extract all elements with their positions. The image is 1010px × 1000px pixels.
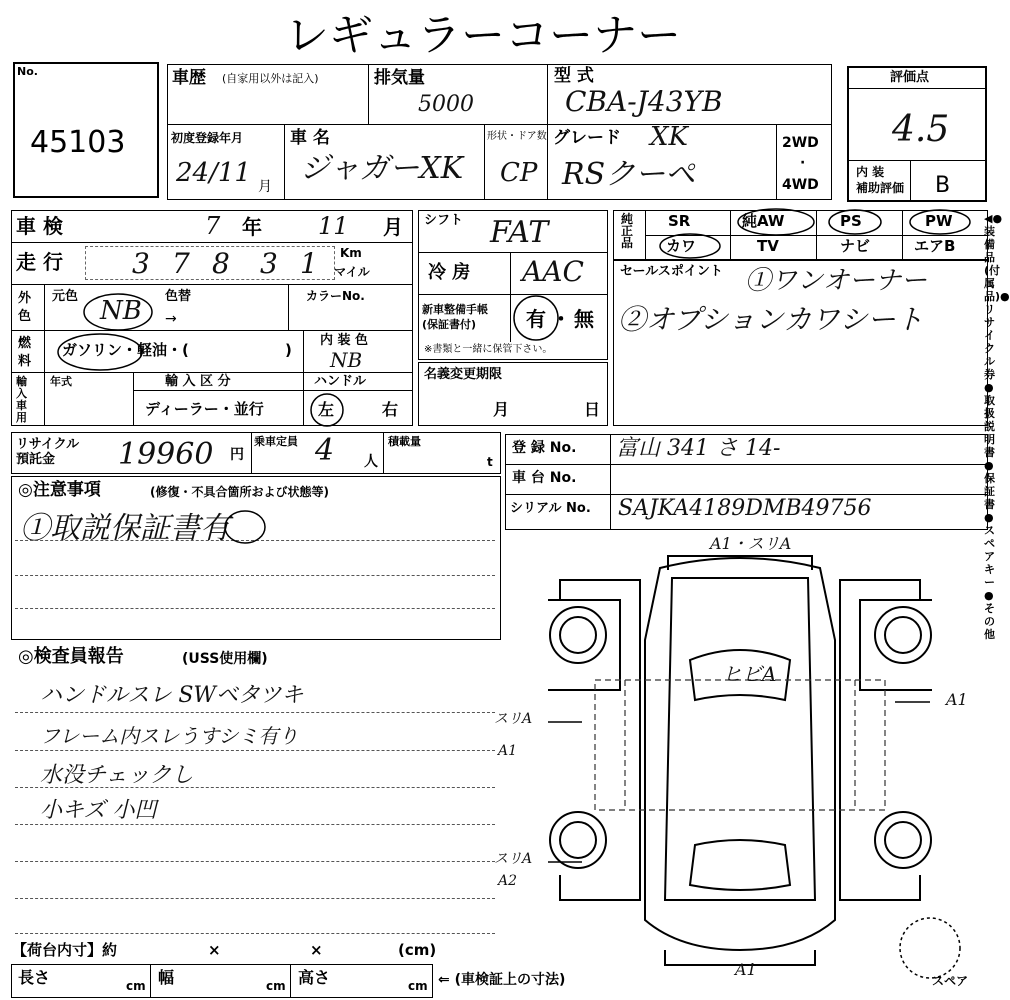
page-title: レギュラーコーナー xyxy=(285,10,681,61)
shape-value: CP xyxy=(500,158,538,188)
cargo-size-box xyxy=(11,964,433,998)
mileage-digit-5: 1 xyxy=(300,247,318,280)
equip-aw: 純AW xyxy=(742,212,785,230)
car-name-label: 車 名 xyxy=(290,128,330,148)
caution-note: (修復・不具合箇所および状態等) xyxy=(150,485,329,499)
lot-number: 45103 xyxy=(30,125,126,160)
diagram-left2a: スリA xyxy=(494,851,533,867)
mileage-digit-1: 3 xyxy=(132,247,150,280)
equip-navi: ナビ xyxy=(840,237,871,255)
rating-value: 4.5 xyxy=(892,109,950,150)
displacement-value: 5000 xyxy=(418,92,474,117)
diagram-bottom-note: A1 xyxy=(735,960,757,979)
caution-line1: ①取説保証書有 xyxy=(20,511,230,546)
first-reg-month-unit: 月 xyxy=(258,179,272,195)
grade-value: RSクーペ xyxy=(562,157,696,192)
first-reg-label: 初度登録年月 xyxy=(171,131,244,145)
manual-yes: 有 xyxy=(526,307,546,331)
capacity-value: 4 xyxy=(315,433,335,468)
equip-ps: PS xyxy=(840,212,862,230)
manual-no: 無 xyxy=(574,307,594,331)
shift-value: FAT xyxy=(490,215,549,250)
color-change-arrow: → xyxy=(165,311,177,327)
cargo-note: ⇐ (車検証上の寸法) xyxy=(438,972,566,988)
sales-point-line1: ①ワンオーナー xyxy=(745,266,928,296)
drive-4wd: 4WD xyxy=(782,177,819,193)
inspector-line2: フレーム内スレうすシミ有り xyxy=(40,724,299,748)
inspector-label: ◎検査員報告 xyxy=(18,646,124,667)
name-change-label: 名義変更期限 xyxy=(424,367,503,382)
cargo-length-label: 長さ xyxy=(18,968,51,987)
registration-label: 登 録 No. xyxy=(512,440,577,456)
mileage-label: 走 行 xyxy=(16,250,63,274)
history-note: (自家用以外は記入) xyxy=(222,72,319,85)
import-class-options: ディーラー・並行 xyxy=(145,400,264,418)
mileage-unit-mile: マイル xyxy=(334,265,370,279)
cargo-width-label: 幅 xyxy=(158,968,175,987)
recycle-label: リサイクル 預託金 xyxy=(16,437,80,467)
sales-point-label: セールスポイント xyxy=(620,264,723,279)
inspection-month-unit: 月 xyxy=(383,215,403,239)
cargo-height-label: 高さ xyxy=(298,968,331,987)
fuel-label: 燃料 xyxy=(18,336,32,369)
model-type-value: CBA-J43YB xyxy=(565,85,723,118)
rating-label: 評価点 xyxy=(890,70,930,85)
cargo-length-cm: cm xyxy=(126,979,146,993)
drive-dot: · xyxy=(800,155,806,171)
caution-label: ◎注意事項 xyxy=(18,480,101,500)
chassis-label: 車 台 No. xyxy=(512,470,577,486)
exterior-color-value: NB xyxy=(100,296,142,326)
equip-airbag: エアB xyxy=(914,237,956,255)
recycle-unit: 円 xyxy=(230,447,244,463)
displacement-label: 排気量 xyxy=(374,68,425,88)
name-change-day: 日 xyxy=(584,400,601,419)
inspector-note: (USS使用欄) xyxy=(182,651,268,667)
equipment-genuine-label: 純正品 xyxy=(621,212,634,250)
car-name-value: ジャガーXK xyxy=(300,151,464,186)
no-label: No. xyxy=(17,65,38,78)
interior-color-label: 内 装 色 xyxy=(320,333,369,348)
serial-label: シリアル No. xyxy=(510,501,591,516)
inspection-month: 11 xyxy=(318,212,349,240)
name-change-month: 月 xyxy=(493,400,510,419)
recycle-value: 19960 xyxy=(118,437,214,472)
equip-pw: PW xyxy=(925,212,953,230)
cargo-width-cm: cm xyxy=(266,979,286,993)
fuel-options: ガソリン・軽油・( xyxy=(62,341,189,359)
diagram-left1a: スリA xyxy=(494,711,533,727)
registration-value: 富山 341 さ 14- xyxy=(616,436,781,461)
side-note: ◀●装備品(付属品)●リサイクル券●取扱説明書●保証書●スペアキー●その他 xyxy=(984,212,1010,641)
mileage-digit-4: 3 xyxy=(260,247,278,280)
capacity-label: 乗車定員 xyxy=(254,435,298,448)
grade-value-top: XK xyxy=(650,122,688,152)
caution-box xyxy=(11,476,501,640)
mileage-digit-3: 8 xyxy=(212,247,230,280)
mileage-unit-km: Km xyxy=(340,246,362,260)
shift-label: シフト xyxy=(424,213,464,228)
equip-leather: カワ xyxy=(666,237,697,255)
handle-left: 左 xyxy=(318,400,335,419)
load-label: 積載量 xyxy=(388,435,421,448)
grade-label: グレード xyxy=(553,128,621,148)
inspection-label: 車 検 xyxy=(16,214,63,238)
drive-2wd: 2WD xyxy=(782,135,819,151)
exterior-color-label: 外色 xyxy=(18,291,32,324)
handle-right: 右 xyxy=(382,400,399,419)
manual-note: ※書類と一緒に保管下さい。 xyxy=(424,344,553,355)
mileage-digit-2: 7 xyxy=(172,247,190,280)
manual-label: 新車整備手帳 (保証書付) xyxy=(422,303,488,331)
shape-label: 形状・ドア数 xyxy=(487,131,547,142)
first-reg-value: 24/11 xyxy=(176,158,251,188)
sales-point-line2: ②オプションカワシート xyxy=(618,303,924,336)
mileage-digit-cells xyxy=(85,246,335,280)
cargo-unit: (cm) xyxy=(398,941,437,959)
import-class-label: 輸 入 区 分 xyxy=(165,374,231,389)
serial-value: SAJKA4189DMB49756 xyxy=(618,496,872,521)
inspector-line3: 水没チェックし xyxy=(40,763,194,788)
import-year-label: 年式 xyxy=(50,375,72,388)
equip-sr: SR xyxy=(668,212,691,230)
load-unit: t xyxy=(487,455,493,469)
diagram-left2b: A2 xyxy=(498,873,518,889)
history-label: 車歴 xyxy=(172,68,206,88)
interior-rating-value: B xyxy=(935,173,951,198)
inspection-year-unit: 年 xyxy=(242,215,262,239)
diagram-roof-note: ヒビA xyxy=(722,662,777,686)
aircon-label: 冷 房 xyxy=(428,262,471,283)
equip-tv: TV xyxy=(757,237,779,255)
spare-label: スペア xyxy=(932,974,969,988)
inspector-line1: ハンドルスレ SWベタツキ xyxy=(40,683,304,708)
cargo-label: 【荷台内寸】約 xyxy=(12,941,118,959)
color-change-label: 色替 xyxy=(165,289,192,304)
cargo-x1: × xyxy=(208,941,221,959)
interior-color-value: NB xyxy=(330,348,363,372)
capacity-unit: 人 xyxy=(364,454,378,470)
interior-rating-label: 内 装 補助評価 xyxy=(856,165,905,195)
handle-label: ハンドル xyxy=(314,374,367,389)
diagram-left1b: A1 xyxy=(498,743,518,759)
aircon-value: AAC xyxy=(522,255,584,288)
diagram-top-note: A1・スリA xyxy=(710,534,792,553)
inspector-line4: 小キズ 小凹 xyxy=(40,798,157,823)
color-no-label: カラーNo. xyxy=(306,289,365,303)
cargo-x2: × xyxy=(310,941,323,959)
orig-color-label: 元色 xyxy=(52,289,79,304)
cargo-height-cm: cm xyxy=(408,979,428,993)
import-label: 輸入車用 xyxy=(16,375,27,424)
inspection-year: 7 xyxy=(205,212,221,240)
model-type-label: 型 式 xyxy=(554,66,594,86)
manual-sep: ・ xyxy=(551,307,571,331)
diagram-right-note: A1 xyxy=(946,690,968,709)
fuel-close-paren: ) xyxy=(285,341,292,359)
